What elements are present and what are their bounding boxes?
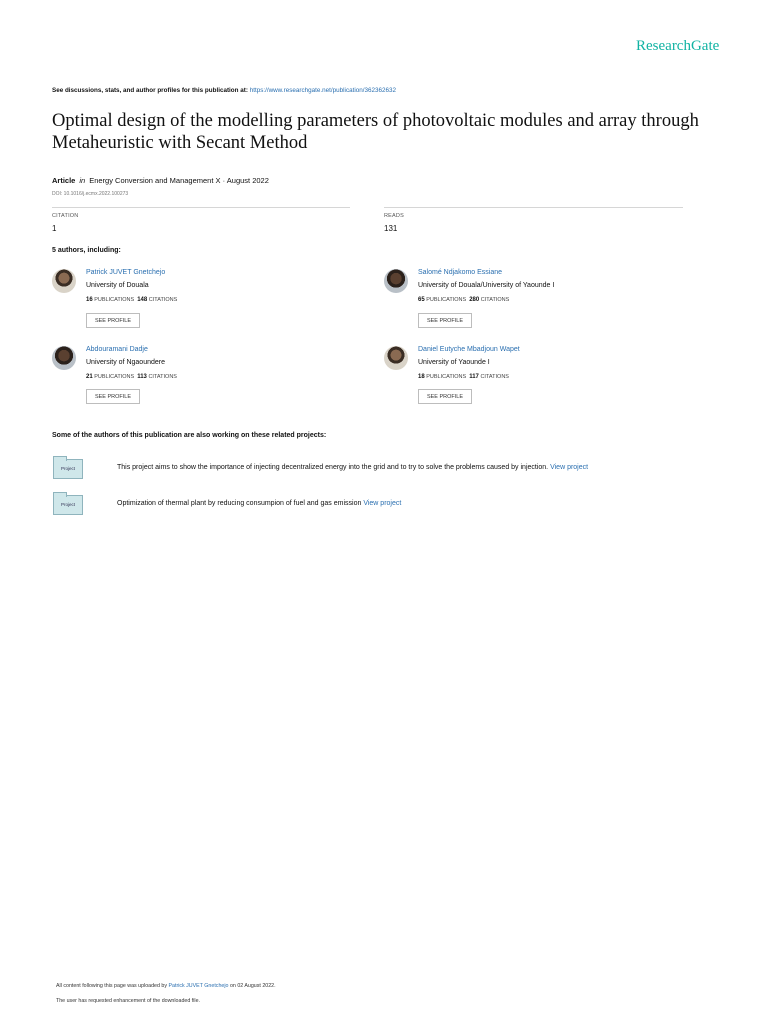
avatar[interactable] <box>52 346 76 370</box>
publications-label: PUBLICATIONS <box>94 297 135 303</box>
project-icon-label: Project <box>60 466 75 471</box>
citations-label: CITATIONS <box>148 374 177 380</box>
publication-date: · August 2022 <box>222 176 269 185</box>
reads-label: READS <box>384 213 404 219</box>
citation-count: 1 <box>52 224 57 233</box>
view-project-link[interactable]: View project <box>363 500 402 507</box>
project-description <box>117 464 588 471</box>
publication-url-link[interactable]: https://www.researchgate.net/publication/362362632 <box>249 87 397 94</box>
author-stats <box>86 297 177 303</box>
author-affiliation: University of Yaounde I <box>418 359 490 366</box>
citations-label: CITATIONS <box>480 374 509 380</box>
see-profile-button[interactable]: SEE PROFILE <box>418 313 472 328</box>
publications-count: 65 <box>418 297 425 303</box>
author-name-link[interactable]: Salomé Ndjakomo Essiane <box>418 269 503 276</box>
project-text: This project aims to show the importance of injecting decentralized energy into the grid and to try to solve the problems caused by injection. <box>117 464 549 471</box>
upload-suffix: on 02 August 2022. <box>229 983 276 989</box>
citations-label: CITATIONS <box>148 297 178 303</box>
upload-prefix: All content following this page was uploaded by <box>56 983 168 989</box>
authors-heading: 5 authors, including: <box>52 247 121 254</box>
author-affiliation: University of Douala/University of Yaounde I <box>418 282 555 289</box>
project-folder-icon <box>53 459 83 479</box>
related-projects-heading: Some of the authors of this publication are also working on these related projects: <box>52 432 327 439</box>
enhancement-note: The user has requested enhancement of the downloaded file. <box>56 998 200 1004</box>
see-profile-button[interactable]: SEE PROFILE <box>418 389 472 404</box>
author-name-link[interactable]: Daniel Eutyche Mbadjoun Wapet <box>418 346 520 353</box>
article-type: Article <box>52 176 76 185</box>
publications-count: 18 <box>418 374 425 380</box>
author-affiliation: University of Ngaoundere <box>86 359 165 366</box>
publications-count: 16 <box>86 297 93 303</box>
reads-count: 131 <box>384 224 398 233</box>
uploader-link[interactable]: Patrick JUVET Gnetchejo <box>168 983 229 989</box>
author-affiliation: University of Douala <box>86 282 149 289</box>
publication-meta <box>52 176 269 185</box>
author-stats <box>418 374 509 380</box>
citation-label: CITATION <box>52 213 79 219</box>
journal-name[interactable]: Energy Conversion and Management X <box>89 176 221 185</box>
view-project-link[interactable]: View project <box>550 464 589 471</box>
doi: DOI: 10.1016/j.ecmx.2022.100273 <box>52 191 129 197</box>
publications-label: PUBLICATIONS <box>426 374 467 380</box>
publications-label: PUBLICATIONS <box>426 297 467 303</box>
author-stats <box>418 297 509 303</box>
author-stats <box>86 374 177 380</box>
avatar[interactable] <box>52 269 76 293</box>
project-text: Optimization of thermal plant by reducing consumpion of fuel and gas emission <box>117 500 362 507</box>
in-label: in <box>79 176 86 185</box>
discussion-line <box>52 87 396 94</box>
citations-count: 113 <box>137 374 147 380</box>
project-description <box>117 500 401 507</box>
citations-count: 280 <box>469 297 480 303</box>
divider-left <box>52 207 350 208</box>
author-name-link[interactable]: Patrick JUVET Gnetchejo <box>86 269 166 276</box>
project-folder-icon <box>53 495 83 515</box>
citations-count: 117 <box>469 374 479 380</box>
divider-right <box>384 207 683 208</box>
publications-count: 21 <box>86 374 93 380</box>
see-profile-button[interactable]: SEE PROFILE <box>86 313 140 328</box>
discussion-text: See discussions, stats, and author profiles for this publication at: <box>52 87 248 94</box>
avatar[interactable] <box>384 269 408 293</box>
citations-label: CITATIONS <box>480 297 510 303</box>
publication-title: Optimal design of the modelling parameters of photovoltaic modules and array through Metaheuristic with Secant Method <box>52 111 699 153</box>
author-name-link[interactable]: Abdouramani Dadje <box>86 346 148 353</box>
upload-note <box>56 983 276 989</box>
avatar[interactable] <box>384 346 408 370</box>
researchgate-logo[interactable]: ResearchGate <box>636 38 720 54</box>
see-profile-button[interactable]: SEE PROFILE <box>86 389 140 404</box>
publications-label: PUBLICATIONS <box>94 374 135 380</box>
citations-count: 148 <box>137 297 148 303</box>
project-icon-label: Project <box>60 502 75 507</box>
